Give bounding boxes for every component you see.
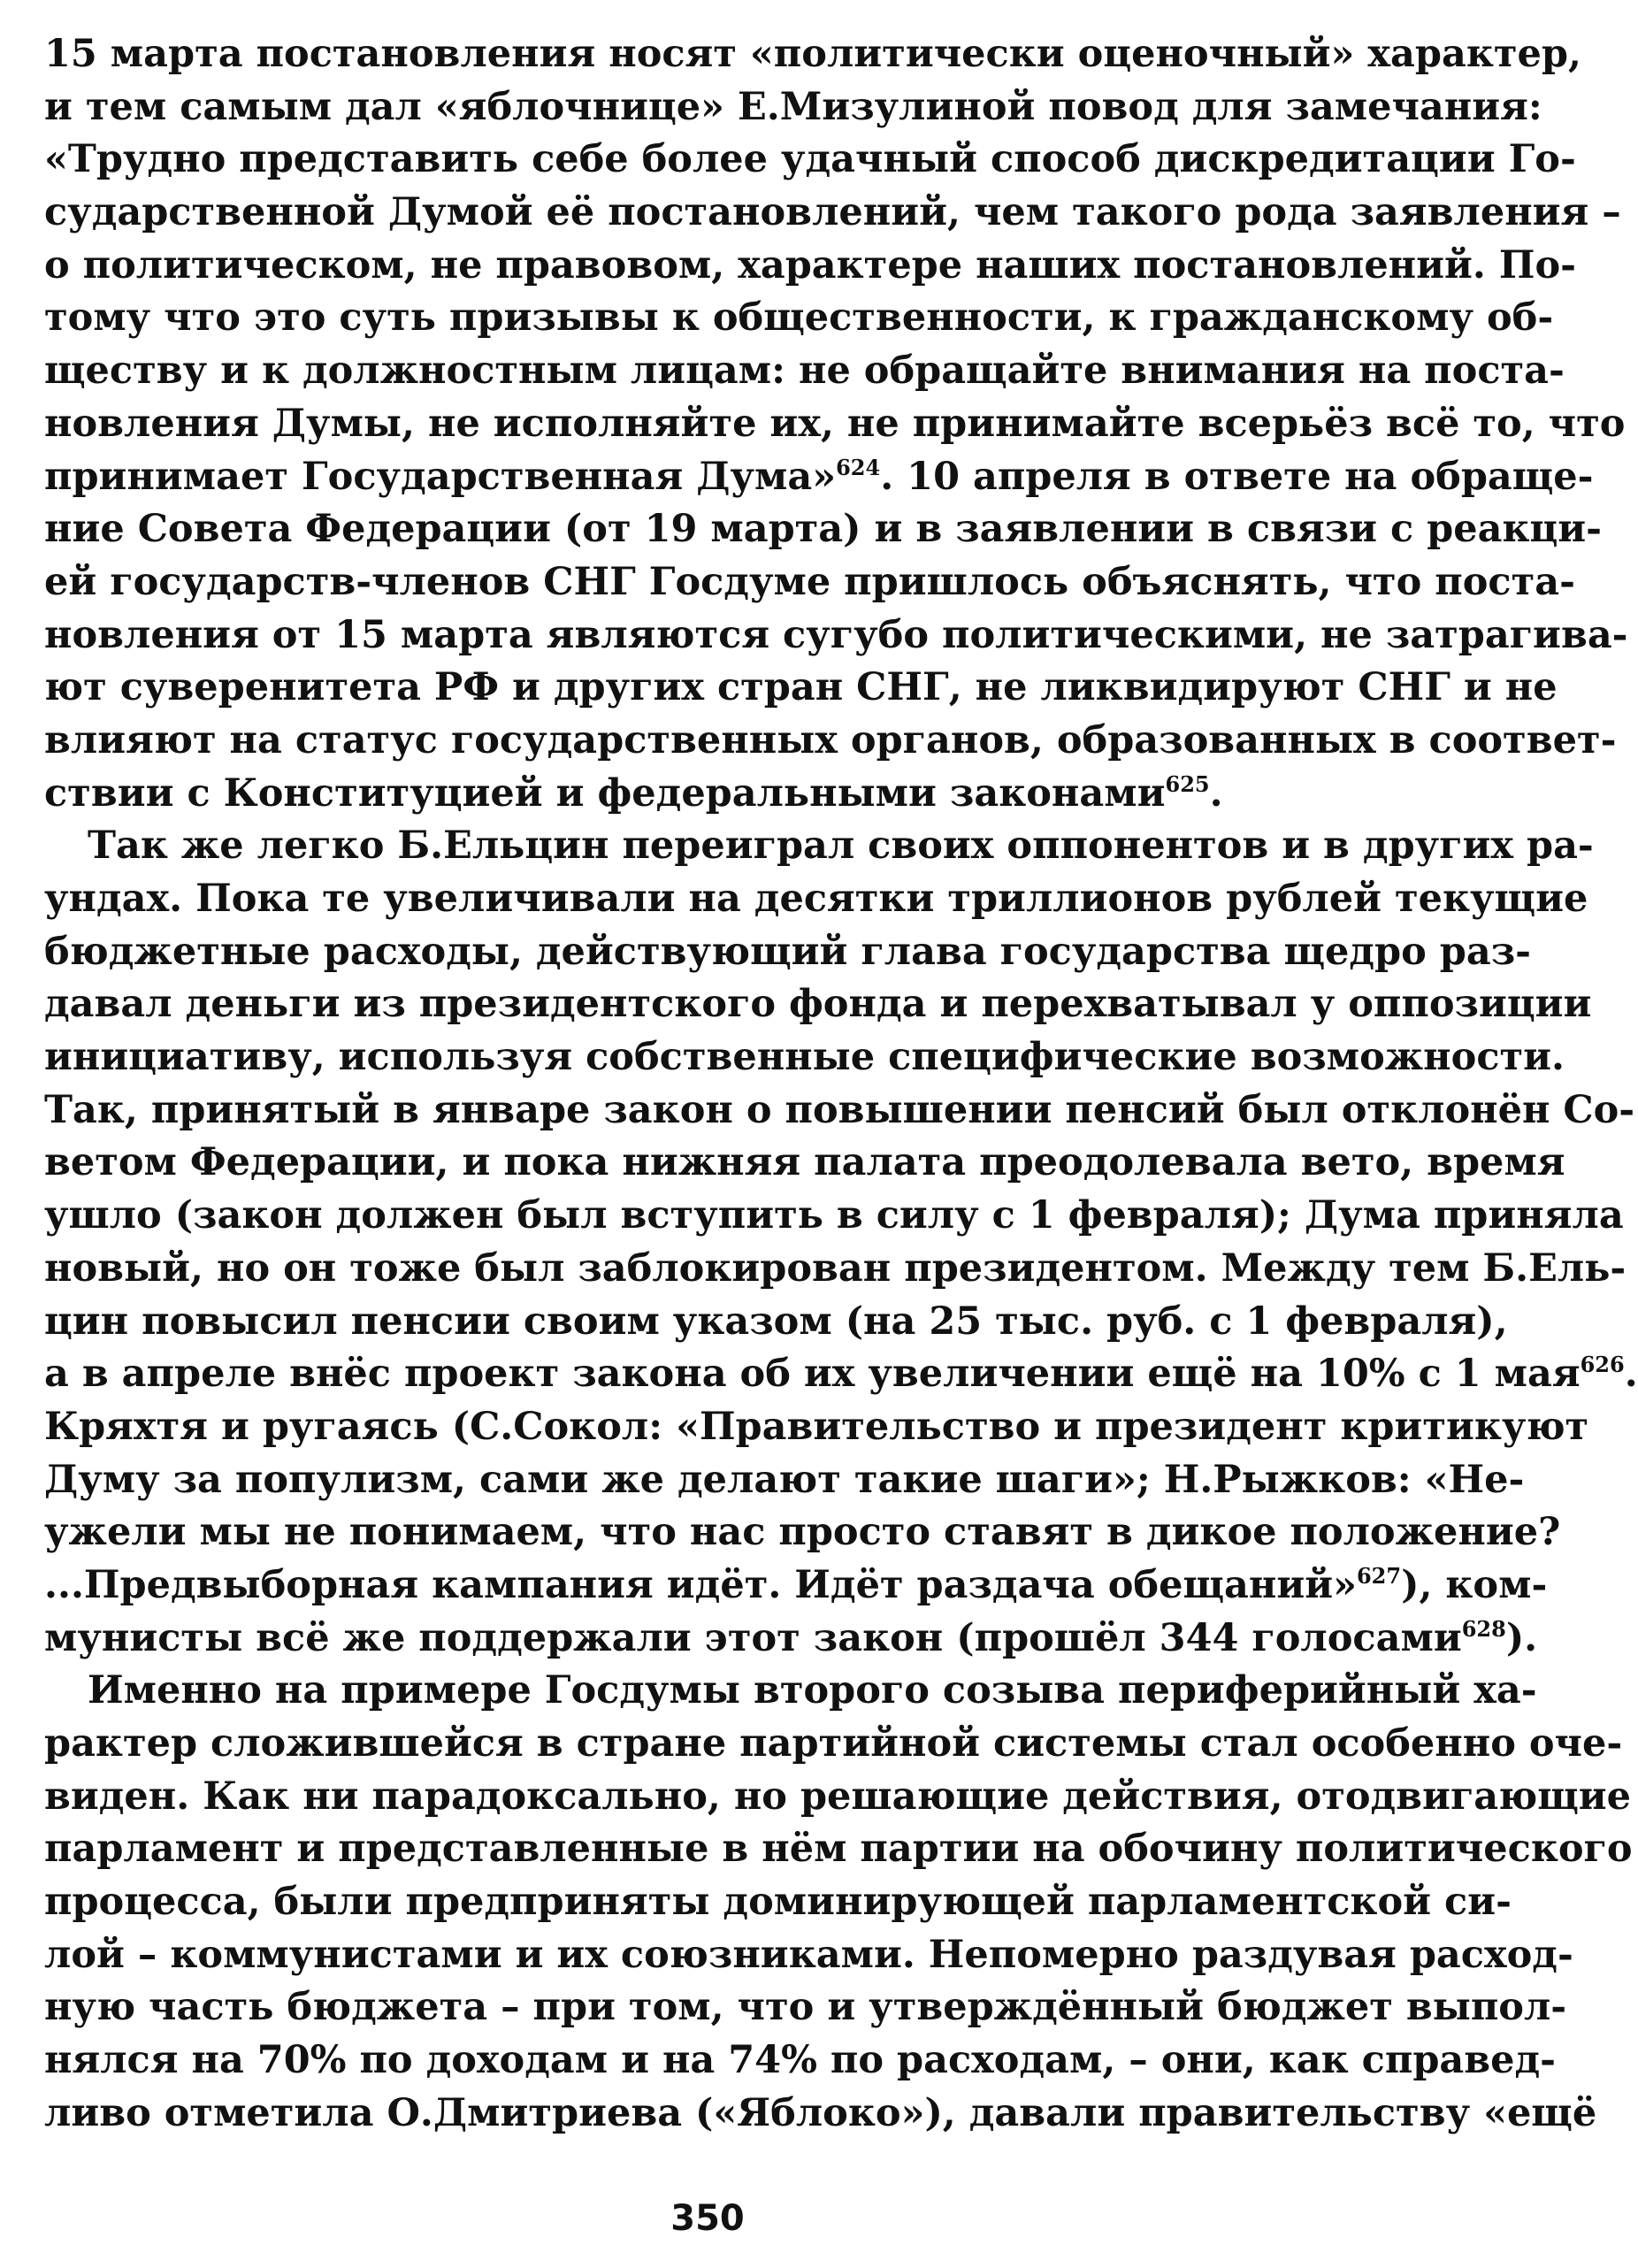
text-line	[44, 1823, 1633, 1876]
text-line	[44, 820, 1594, 873]
text-line	[44, 451, 1594, 504]
text-line-content: процесса, были предприняты доминирующей парламентской си-	[44, 1880, 1512, 1925]
text-line-tail: ).	[1505, 1615, 1538, 1660]
page-number: 350	[670, 2198, 745, 2239]
text-line	[44, 2034, 1556, 2088]
text-line	[44, 81, 1542, 134]
text-line-content: принимает Государственная Дума»	[44, 454, 837, 499]
text-line-content: ундах. Пока те увеличивали на десятки триллионов рублей текущие	[44, 877, 1588, 921]
text-line-content: давал деньги из президентского фонда и перехватывал у оппозиции	[44, 982, 1592, 1027]
text-line	[44, 345, 1565, 398]
text-line-tail: .	[1209, 770, 1223, 816]
text-line-content: а в апреле внёс проект закона об их увеличении ещё на 10% с 1 мая	[44, 1352, 1581, 1397]
text-line-content: рактер сложившейся в стране партийной системы стал особенно оче-	[44, 1721, 1623, 1766]
text-line	[44, 1137, 1565, 1190]
text-line-content: парламент и представленные в нём партии на обочину политического	[44, 1827, 1633, 1872]
text-line-content: сударственной Думой её постановлений, чем такого рода заявления –	[44, 190, 1621, 235]
text-line-content: ужели мы не понимаем, что нас просто ставят в дикое положение?	[44, 1510, 1561, 1555]
text-line	[44, 1031, 1565, 1084]
text-line	[44, 768, 1401, 821]
text-line-content: новый, но он тоже был заблокирован президентом. Между тем Б.Ель-	[44, 1245, 1627, 1291]
text-line-content: ную часть бюджета – при том, что и утверждённый бюджет выпол-	[44, 1985, 1567, 2030]
page-text	[44, 28, 1638, 2141]
text-line-content: Именно на примере Госдумы второго созыва периферийный ха-	[88, 1668, 1537, 1713]
text-line	[44, 1771, 1632, 1824]
text-line	[44, 2088, 1597, 2141]
text-line-content: Так же легко Б.Ельцин переиграл своих оппонентов и в других ра-	[88, 824, 1594, 869]
footnote-ref[interactable]: 625	[1165, 770, 1210, 797]
text-line-content: новления от 15 марта являются сугубо политическими, не затрагива-	[44, 612, 1628, 657]
text-line	[44, 240, 1577, 293]
text-line-content: ют суверенитета РФ и других стран СНГ, не ликвидируют СНГ и не	[44, 665, 1558, 710]
footnote-ref[interactable]: 626	[1580, 1352, 1625, 1378]
text-line	[44, 1454, 1525, 1507]
text-line	[44, 1243, 1627, 1296]
footnote-ref[interactable]: 628	[1461, 1615, 1506, 1642]
text-line	[44, 715, 1617, 768]
text-line	[44, 28, 1581, 81]
text-line-content: влияют на статус государственных органов, образованных в соответ-	[44, 717, 1617, 762]
text-line	[44, 1876, 1512, 1929]
text-line	[44, 1348, 1638, 1401]
text-line-content: и тем самым дал «яблочнице» Е.Мизулиной повод для замечания:	[44, 84, 1542, 129]
text-line	[44, 1665, 1537, 1718]
text-line-content: Так, принятый в январе закон о повышении пенсий был отклонён Со-	[44, 1087, 1635, 1132]
text-line-content: ушло (закон должен был вступить в силу с 1 февраля); Дума приняла	[44, 1193, 1624, 1238]
text-line-content: «Трудно представить себе более удачный способ дискредитации Го-	[44, 137, 1576, 182]
text-line-content: тому что это суть призывы к общественности, к гражданскому об-	[44, 295, 1554, 341]
text-line-content: бюджетные расходы, действующий глава государства щедро раз-	[44, 929, 1531, 974]
text-line-content: нялся на 70% по доходам и на 74% по расходам, – они, как справед-	[44, 2038, 1556, 2083]
text-line	[44, 873, 1588, 926]
text-line	[44, 1401, 1589, 1454]
text-line-content: Кряхтя и ругаясь (С.Сокол: «Правительство и президент критикуют	[44, 1404, 1589, 1449]
text-line	[44, 1559, 1548, 1613]
text-line-content: ветом Федерации, и пока нижняя палата преодолевала вето, время	[44, 1140, 1565, 1185]
text-line	[44, 503, 1603, 556]
text-line-tail: .	[1624, 1352, 1638, 1397]
text-line-content: ние Совета Федерации (от 19 марта) и в заявлении в связи с реакци-	[44, 507, 1603, 552]
text-line	[44, 134, 1576, 187]
footnote-ref[interactable]: 627	[1356, 1562, 1402, 1589]
text-line-tail: ), ком-	[1401, 1562, 1548, 1607]
text-line	[44, 1981, 1567, 2034]
text-line-content: мунисты всё же поддержали этот закон (прошёл 344 голосами	[44, 1615, 1462, 1660]
text-line	[44, 926, 1531, 979]
text-line-content: цин повысил пенсии своим указом (на 25 тыс. руб. с 1 февраля),	[44, 1299, 1508, 1344]
text-line-content: ей государств-членов СНГ Госдуме пришлось объяснять, что поста-	[44, 559, 1575, 604]
text-line	[44, 1190, 1624, 1243]
text-line-content: виден. Как ни парадоксально, но решающие действия, отодвигающие	[44, 1774, 1632, 1819]
text-line-content: о политическом, не правовом, характере наших постановлений. По-	[44, 242, 1577, 287]
text-line-content: ливо отметила О.Дмитриева («Яблоко»), давали правительству «ещё	[44, 2090, 1597, 2135]
text-line	[44, 292, 1554, 345]
text-line	[44, 662, 1558, 715]
text-line-content: лой – коммунистами и их союзниками. Непомерно раздувая расход-	[44, 1932, 1573, 1977]
text-line-content: инициативу, используя собственные специфические возможности.	[44, 1035, 1565, 1080]
footnote-ref[interactable]: 624	[836, 454, 881, 480]
text-line-content: ществу и к должностным лицам: не обращайте внимания на поста-	[44, 349, 1565, 394]
text-line-tail: . 10 апреля в ответе на обраще-	[880, 454, 1594, 499]
text-line	[44, 187, 1621, 240]
text-line-content: Думу за популизм, сами же делают такие шаги»; Н.Рыжков: «Не-	[44, 1457, 1525, 1502]
text-line-content: ствии с Конституцией и федеральными законами	[44, 770, 1166, 816]
text-line-content: 15 марта постановления носят «политически оценочный» характер,	[44, 32, 1581, 76]
text-line	[44, 1929, 1573, 1982]
text-line	[44, 978, 1592, 1031]
text-line	[44, 1613, 1538, 1666]
text-line-content: новления Думы, не исполняйте их, не принимайте всерьёз всё то, что	[44, 401, 1626, 446]
text-line	[44, 1506, 1561, 1559]
text-line	[44, 1296, 1508, 1349]
text-line	[44, 556, 1575, 609]
text-line	[44, 609, 1628, 663]
text-line-content: ...Предвыборная кампания идёт. Идёт раздача обещаний»	[44, 1562, 1357, 1607]
text-line	[44, 398, 1626, 451]
text-line	[44, 1718, 1623, 1771]
text-line	[44, 1084, 1635, 1138]
